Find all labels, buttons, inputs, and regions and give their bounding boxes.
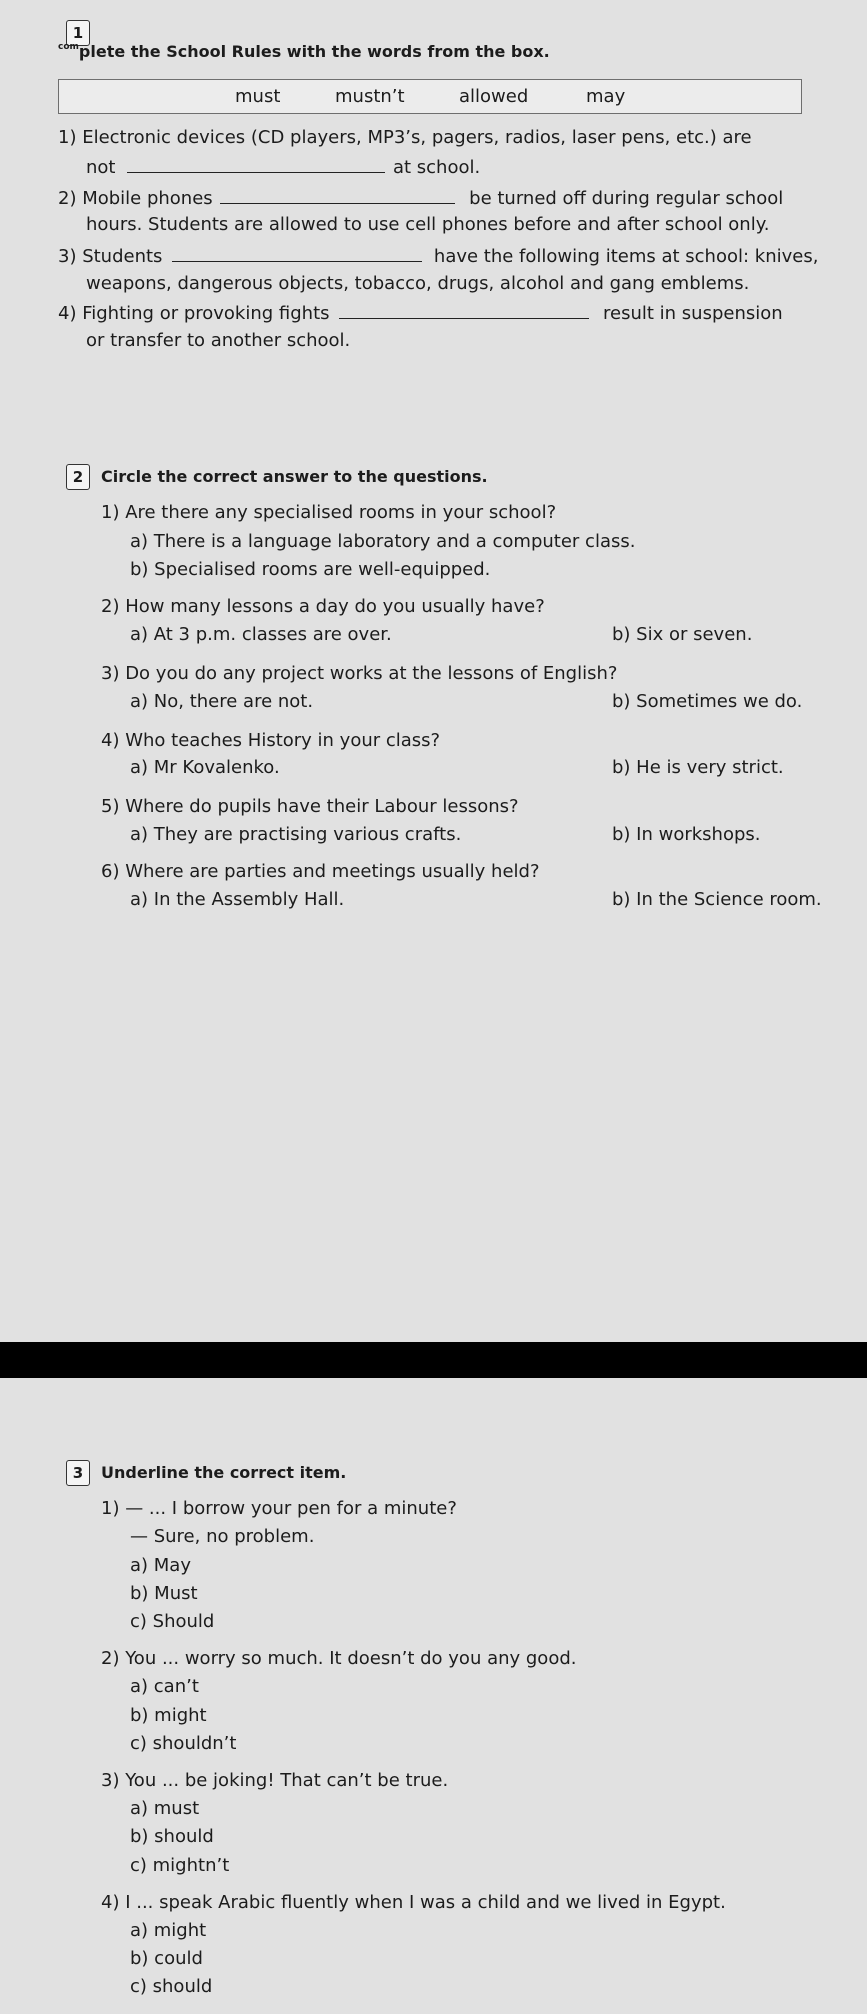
item-1-question: 1) — ... I borrow your pen for a minute? xyxy=(101,1498,457,1519)
question-5-option-b[interactable]: b) In workshops. xyxy=(612,824,761,845)
question-2: 2) How many lessons a day do you usually have? xyxy=(101,596,545,617)
item-4-option-b[interactable]: b) could xyxy=(130,1948,203,1969)
item-2-question: 2) You ... worry so much. It doesn’t do you any good. xyxy=(101,1648,577,1669)
rule-4-blank[interactable] xyxy=(339,302,589,319)
question-4-option-a[interactable]: a) Mr Kovalenko. xyxy=(130,757,280,778)
item-1-option-b[interactable]: b) Must xyxy=(130,1583,198,1604)
question-1-option-a[interactable]: a) There is a language laboratory and a computer class. xyxy=(130,531,636,552)
rule-2-line-2: hours. Students are allowed to use cell phones before and after school only. xyxy=(86,214,770,235)
question-5: 5) Where do pupils have their Labour lessons? xyxy=(101,796,519,817)
question-4: 4) Who teaches History in your class? xyxy=(101,730,441,751)
item-3-option-b[interactable]: b) should xyxy=(130,1826,214,1847)
question-4-option-b[interactable]: b) He is very strict. xyxy=(612,757,784,778)
question-6: 6) Where are parties and meetings usually held? xyxy=(101,861,540,882)
item-2-option-a[interactable]: a) can’t xyxy=(130,1676,199,1697)
rule-3-line-1 xyxy=(58,245,818,268)
rule-1-text-b: at school. xyxy=(392,157,481,178)
exercise-3-number: 3 xyxy=(66,1460,90,1486)
word-must: must xyxy=(235,86,281,107)
question-6-option-b[interactable]: b) In the Science room. xyxy=(612,889,822,910)
rule-3-text-a: 3) Students xyxy=(58,246,163,267)
item-2-option-c[interactable]: c) shouldn’t xyxy=(130,1733,237,1754)
question-5-option-a[interactable]: a) They are practising various crafts. xyxy=(130,824,462,845)
exercise-1-number: 1 xyxy=(66,20,90,46)
item-3-option-a[interactable]: a) must xyxy=(130,1798,200,1819)
rule-1-blank[interactable] xyxy=(127,156,385,173)
question-3-option-b[interactable]: b) Sometimes we do. xyxy=(612,691,803,712)
question-1: 1) Are there any specialised rooms in your school? xyxy=(101,502,557,523)
rule-4-text-a: 4) Fighting or provoking fights xyxy=(58,303,330,324)
rule-4-line-1 xyxy=(58,302,783,325)
exercise-2-number: 2 xyxy=(66,464,90,490)
rule-2-line-1 xyxy=(58,187,783,210)
item-4-option-c[interactable]: c) should xyxy=(130,1976,213,1997)
item-3-option-c[interactable]: c) mightn’t xyxy=(130,1855,230,1876)
rule-4-line-2: or transfer to another school. xyxy=(86,330,351,351)
item-1-option-c[interactable]: c) Should xyxy=(130,1611,215,1632)
word-allowed: allowed xyxy=(459,86,529,107)
item-1-reply: — Sure, no problem. xyxy=(130,1526,315,1547)
question-6-option-a[interactable]: a) In the Assembly Hall. xyxy=(130,889,345,910)
rule-4-text-b: result in suspension xyxy=(603,303,783,324)
rule-1-line-1: 1) Electronic devices (CD players, MP3’s, pagers, radios, laser pens, etc.) are xyxy=(58,127,752,148)
question-3: 3) Do you do any project works at the lessons of English? xyxy=(101,663,618,684)
rule-3-text-b: have the following items at school: knives, xyxy=(433,246,819,267)
question-2-option-b[interactable]: b) Six or seven. xyxy=(612,624,753,645)
rule-2-text-b: be turned off during regular school xyxy=(469,188,784,209)
worksheet-page-2 xyxy=(0,1378,867,2014)
item-4-question: 4) I ... speak Arabic fluently when I was a child and we lived in Egypt. xyxy=(101,1892,726,1913)
item-2-option-b[interactable]: b) might xyxy=(130,1705,207,1726)
rule-2-blank[interactable] xyxy=(220,187,455,204)
rule-1-line-2 xyxy=(86,156,480,179)
rule-3-line-2: weapons, dangerous objects, tobacco, drugs, alcohol and gang emblems. xyxy=(86,273,750,294)
exercise-2-instruction: Circle the correct answer to the questions. xyxy=(101,467,488,486)
item-1-option-a[interactable]: a) May xyxy=(130,1555,191,1576)
word-box xyxy=(58,79,802,114)
instruction-cut-prefix: com xyxy=(58,42,79,52)
item-3-question: 3) You ... be joking! That can’t be true. xyxy=(101,1770,449,1791)
exercise-3-instruction: Underline the correct item. xyxy=(101,1463,347,1482)
rule-3-blank[interactable] xyxy=(172,245,422,262)
question-3-option-a[interactable]: a) No, there are not. xyxy=(130,691,314,712)
word-mustnt: mustn’t xyxy=(335,86,405,107)
instruction-text: plete the School Rules with the words from the box. xyxy=(78,42,550,61)
exercise-1-instruction xyxy=(58,42,550,61)
question-1-option-b[interactable]: b) Specialised rooms are well-equipped. xyxy=(130,559,491,580)
rule-2-text-a: 2) Mobile phones xyxy=(58,188,213,209)
rule-1-text-a: not xyxy=(86,157,116,178)
word-may: may xyxy=(586,86,626,107)
item-4-option-a[interactable]: a) might xyxy=(130,1920,207,1941)
question-2-option-a[interactable]: a) At 3 p.m. classes are over. xyxy=(130,624,392,645)
page-separator-bar xyxy=(0,1342,867,1378)
